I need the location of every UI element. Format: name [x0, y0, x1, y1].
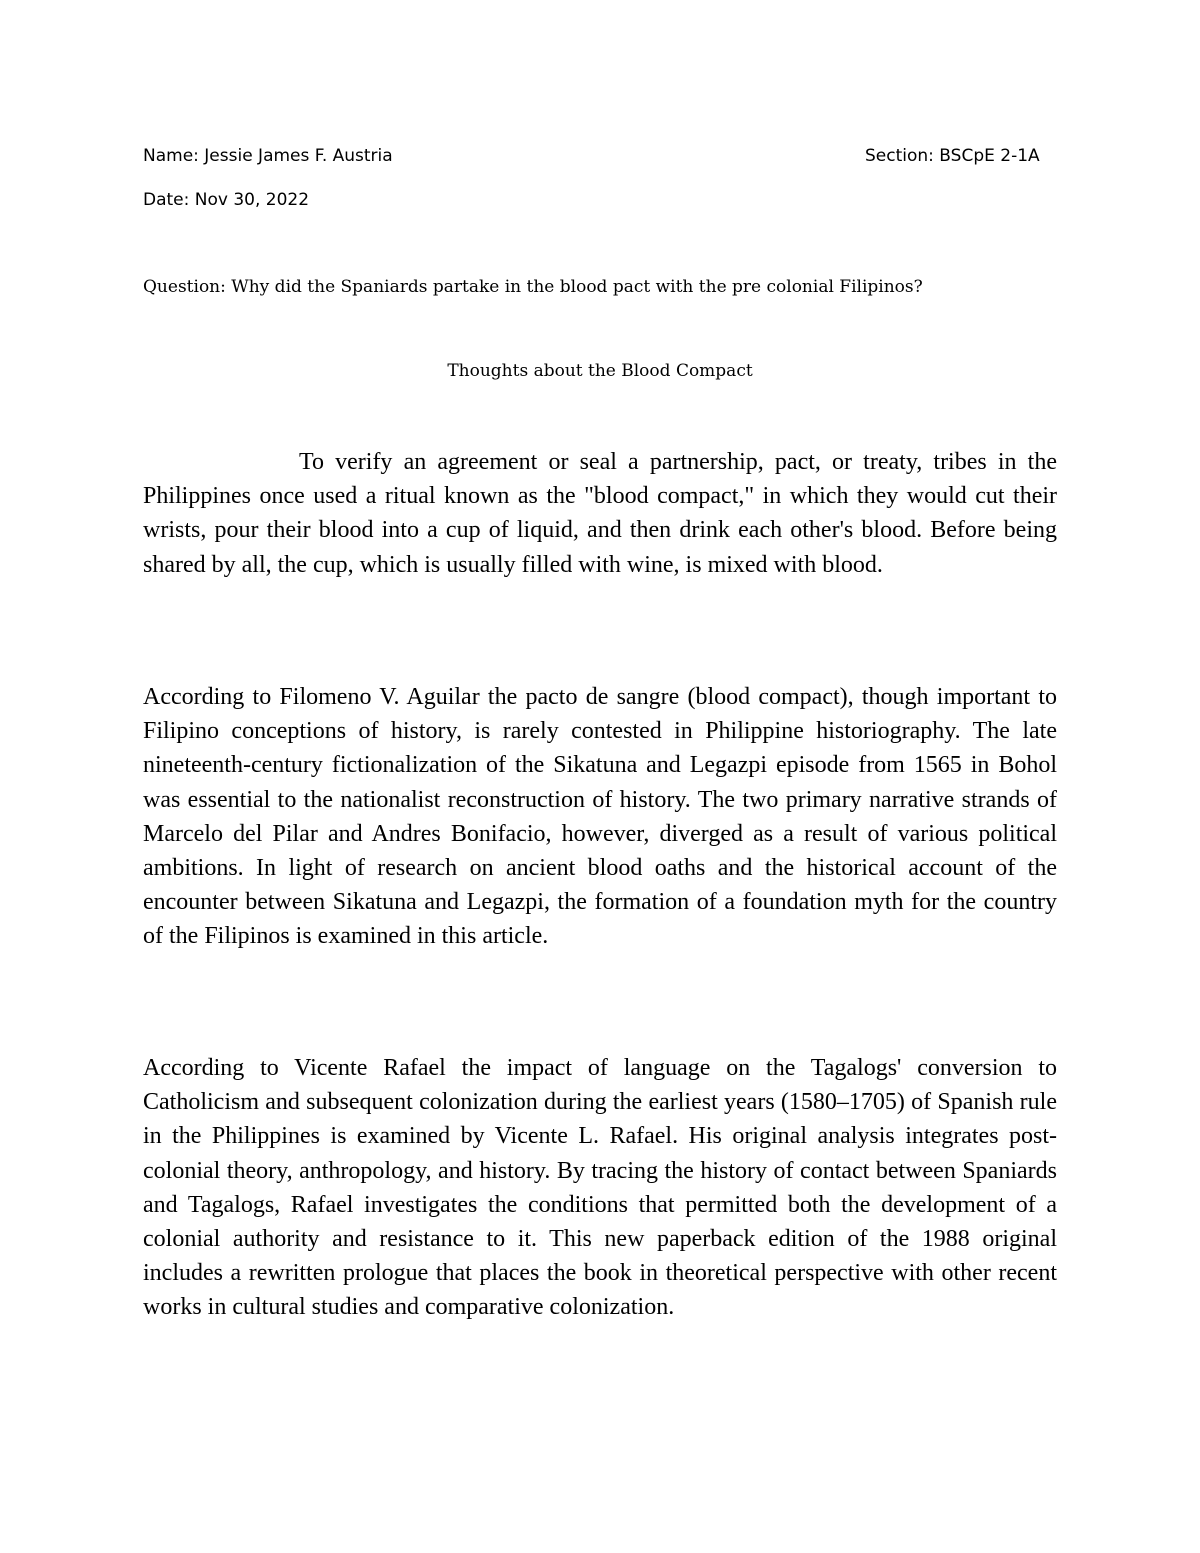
paragraph-intro: To verify an agreement or seal a partnership, pact, or treaty, tribes in the Philippines once used a ritual known as the "blood compact," in which they would cut their wrists, pour their blood into a cup of liquid, and then drink each other's blood. Before being shared by all, the cup, which is usually filled with wine, is mixed with blood.: [143, 449, 1057, 578]
student-section: Section: BSCpE 2-1A: [865, 146, 1040, 166]
document-date: Date: Nov 30, 2022: [143, 190, 310, 210]
essay-title: Thoughts about the Blood Compact: [447, 361, 753, 381]
question-text: Question: Why did the Spaniards partake in the blood pact with the pre colonial Filipinos?: [143, 277, 923, 297]
paragraph-aguilar: According to Filomeno V. Aguilar the pacto de sangre (blood compact), though important to Filipino conceptions of history, is rarely contested in Philippine historiography. The late nineteenth-century fictionalization of the Sikatuna and Legazpi episode from 1565 in Bohol was essential to the nationalist reconstruction of history. The two primary narrative strands of Marcelo del Pilar and Andres Bonifacio, however, diverged as a result of various political ambitions. In light of research on ancient blood oaths and the historical account of the encounter between Sikatuna and Legazpi, the formation of a foundation myth for the country of the Filipinos is examined in this article.: [143, 684, 1057, 950]
paragraph-rafael: According to Vicente Rafael the impact of language on the Tagalogs' conversion to Catholicism and subsequent colonization during the earliest years (1580–1705) of Spanish rule in the Philippines is examined by Vicente L. Rafael. His original analysis integrates post-colonial theory, anthropology, and history. By tracing the history of contact between Spaniards and Tagalogs, Rafael investigates the conditions that permitted both the development of a colonial authority and resistance to it. This new paperback edition of the 1988 original includes a rewritten prologue that places the book in theoretical perspective with other recent works in cultural studies and comparative colonization.: [143, 1055, 1057, 1321]
student-name: Name: Jessie James F. Austria: [143, 146, 393, 166]
